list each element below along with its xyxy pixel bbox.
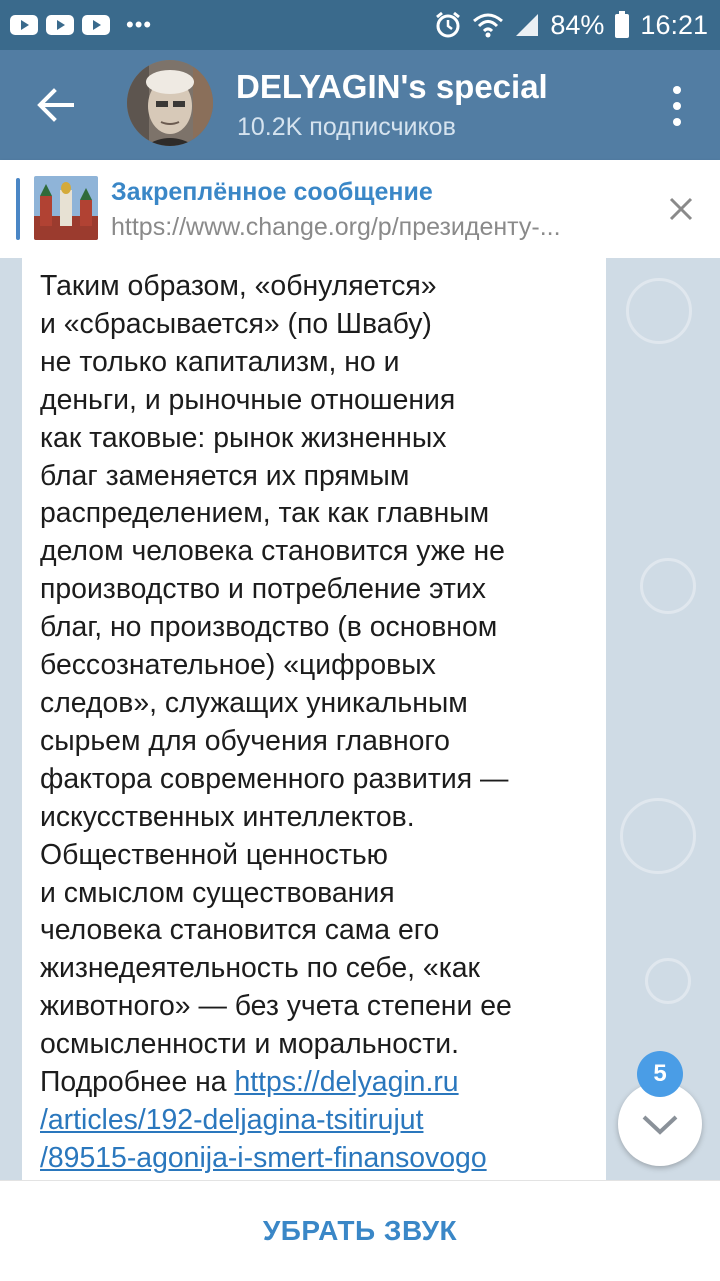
bottom-bar [0, 1180, 720, 1281]
background-doodle [645, 958, 691, 1004]
pinned-title: Закреплённое сообщение [111, 178, 433, 206]
clock: 16:21 [640, 9, 708, 40]
message-line: фактора современного развития — [40, 762, 509, 795]
mute-button[interactable]: УБРАТЬ ЗВУК [262, 1215, 458, 1246]
message-line: благ, но производство (в основном [40, 611, 498, 644]
wifi-icon [472, 11, 504, 39]
pinned-preview: https://www.change.org/p/президенту-... [111, 213, 561, 241]
signal-icon [514, 12, 540, 38]
message-line: и смыслом существования [40, 876, 395, 909]
message-text [40, 268, 600, 1178]
message-line: как таковые: рынок жизненных [40, 421, 447, 454]
message-line: не только капитализм, но и [40, 345, 400, 378]
message-line: бессознательное) «цифровых [40, 649, 436, 682]
alarm-icon [434, 11, 462, 39]
more-prefix: Подробнее на [40, 1066, 235, 1099]
message-line [40, 1102, 600, 1140]
message-line: благ заменяется их прямым [40, 459, 410, 492]
message-line: жизнедеятельность по себе, «как [40, 952, 480, 985]
chat-area[interactable] [0, 258, 720, 1180]
pinned-accent-line [16, 178, 20, 240]
subscriber-count: 10.2K подписчиков [237, 113, 456, 141]
message-line: человека становится сама его [40, 914, 440, 947]
more-notifications-icon: ••• [126, 12, 153, 37]
channel-avatar[interactable] [127, 60, 213, 146]
message-line: животного» — без учета степени ее [40, 990, 512, 1023]
article-link[interactable]: https://delyagin.ru [234, 1066, 459, 1099]
message-line: производство и потребление этих [40, 573, 486, 606]
pinned-thumbnail [34, 176, 98, 240]
message-line: искусственных интеллектов. [40, 800, 415, 833]
article-link[interactable]: /89515-agonija-i-smert-finansovogo [40, 1141, 487, 1174]
message-line: сырьем для обучения главного [40, 724, 450, 757]
message-line: следов», служащих уникальным [40, 686, 468, 719]
message-line: деньги, и рыночные отношения [40, 383, 456, 416]
youtube-icon [82, 15, 110, 35]
background-doodle [626, 278, 692, 344]
more-vert-icon[interactable] [672, 84, 682, 128]
message-line [40, 1140, 600, 1178]
back-arrow-icon[interactable] [36, 85, 76, 125]
message-line: Общественной ценностью [40, 838, 388, 871]
youtube-icon [46, 15, 74, 35]
battery-percent: 84% [550, 9, 605, 40]
unread-badge: 5 [637, 1051, 683, 1097]
message-line: осмысленности и моральности. [40, 1028, 459, 1061]
channel-title[interactable]: DELYAGIN's special [236, 68, 548, 105]
chat-header [0, 50, 720, 160]
message-line: делом человека становится уже не [40, 535, 505, 568]
article-link[interactable]: /articles/192-deljagina-tsitirujut [40, 1103, 424, 1136]
pinned-message-bar[interactable] [0, 160, 720, 258]
youtube-icon [10, 15, 38, 35]
message-line: распределением, так как главным [40, 497, 490, 530]
status-bar [0, 0, 720, 50]
message-line: Таким образом, «обнуляется» [40, 270, 437, 302]
battery-icon [614, 11, 630, 39]
message-line [40, 1064, 600, 1102]
background-doodle [620, 798, 696, 874]
close-icon[interactable] [668, 196, 694, 222]
message-line: и «сбрасывается» (по Швабу) [40, 307, 432, 340]
background-doodle [640, 558, 696, 614]
